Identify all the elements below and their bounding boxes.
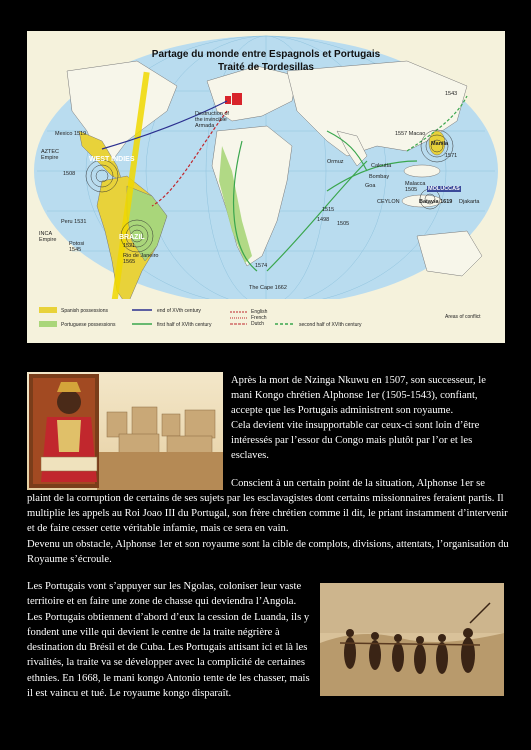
label-1515: 1515 <box>322 207 335 213</box>
king-portrait-image <box>27 372 223 490</box>
label-1574: 1574 <box>255 263 268 269</box>
world-map <box>27 31 505 343</box>
legend-english: English <box>251 309 268 315</box>
paragraph-2: Cela devient vite insupportable car ceux-ci sont loin d’être intéressés par l’essor du Congo mais plutôt par l’or et les esclaves. <box>231 420 480 461</box>
label-moluccas: MOLUCCAS <box>428 186 460 192</box>
slave-caravan-image <box>320 583 504 696</box>
paragraph-4: Devenu un obstacle, Alphonse 1er et son royaume sont la cible de complots, divisions, attentats, l’organisation du Royaume s’écroule. <box>27 539 509 565</box>
label-mexico: Mexico 1519 <box>55 131 87 137</box>
paragraph-3-rest: plaint de la corruption de certains de ses sujets par les esclavagistes dont certains missionnaires feraient partis. Il multiplie les appels au Roi Joao III du Portugal, son frère chrétien comme il dit, le priant instamment d’intervenir et de faire cesser cette véritable infamie, mais ce sera en vain. <box>27 493 508 534</box>
label-brazil-year: 1521 <box>123 243 136 249</box>
label-peru: Peru 1531 <box>61 219 87 225</box>
label-bombay: Bombay <box>369 174 390 180</box>
legend-portuguese: Portuguese possessions <box>61 322 116 328</box>
label-rio: Rio de Janeiro 1565 <box>123 253 159 265</box>
legend-conflict: Areas of conflict <box>445 314 481 320</box>
legend-first-half: first half of XVIth century <box>157 322 212 328</box>
label-1505: 1505 <box>337 221 350 227</box>
label-macao: 1557 Macao <box>395 131 426 137</box>
paragraph-1: Après la mort de Nzinga Nkuwu en 1507, son successeur, le mani Kongo chrétien Alphonse 1er (1505-1543), confiant, accepte que les Portugais administrent son royaume. <box>231 375 486 416</box>
label-brazil: BRAZIL <box>119 234 145 241</box>
label-ceylon: CEYLON <box>377 199 400 205</box>
label-manila-year: 1571 <box>445 153 458 159</box>
label-cape: The Cape 1662 <box>249 285 287 291</box>
label-malacca: Malacca 1505 <box>405 181 426 193</box>
label-potosi: Potosi 1545 <box>69 241 85 253</box>
paragraph-5: Les Portugais vont s’appuyer sur les Ngolas, coloniser leur vaste territoire et en faire une zone de chasse qui deviendra l’Angola. Les Portugais obtiennent d’abord d’eux la cession de Luanda, ils y fondent une ville qui devient le centre de la traite négrière à destination du Brésil et de Cuba. Les Portugais attisant ici et là les rivalités, la traite va se développer avec la complicité de certaines ethnies. En 1668, le mani kongo Antonio tente de les chasser, mais il est vaincu et tué. Le royaume kongo disparaît. <box>27 581 310 700</box>
label-inca: INCA Empire <box>39 231 57 243</box>
label-goa: Goa <box>365 183 376 189</box>
label-manila: Manila <box>431 141 449 147</box>
label-ormuz: Ormuz <box>327 159 344 165</box>
label-batavia: Batavia 1619 <box>419 199 453 205</box>
legend-end-xv: end of XVth century <box>157 308 201 314</box>
legend-french: French <box>251 315 267 321</box>
label-1543: 1543 <box>445 91 458 97</box>
label-1508: 1508 <box>63 171 76 177</box>
label-armada: Destruction of the invincible Armada <box>195 111 229 129</box>
map-title-line2: Traité de Tordesillas <box>218 62 314 73</box>
legend-spanish: Spanish possessions <box>61 308 108 314</box>
label-west-indies: WEST INDIES <box>89 156 135 163</box>
label-1498: 1498 <box>317 217 330 223</box>
label-djakarta: Djakarta <box>459 199 480 205</box>
paragraph-3-start: Conscient à un certain point de la situation, Alphonse 1er se <box>231 478 485 489</box>
legend-second-half: second half of XVIth century <box>299 322 362 328</box>
label-calcutta: Calcutta <box>371 163 392 169</box>
label-aztec: AZTEC Empire <box>41 149 60 161</box>
legend-dutch: Dutch <box>251 321 265 327</box>
map-title-line1: Partage du monde entre Espagnols et Portugais <box>151 49 381 60</box>
